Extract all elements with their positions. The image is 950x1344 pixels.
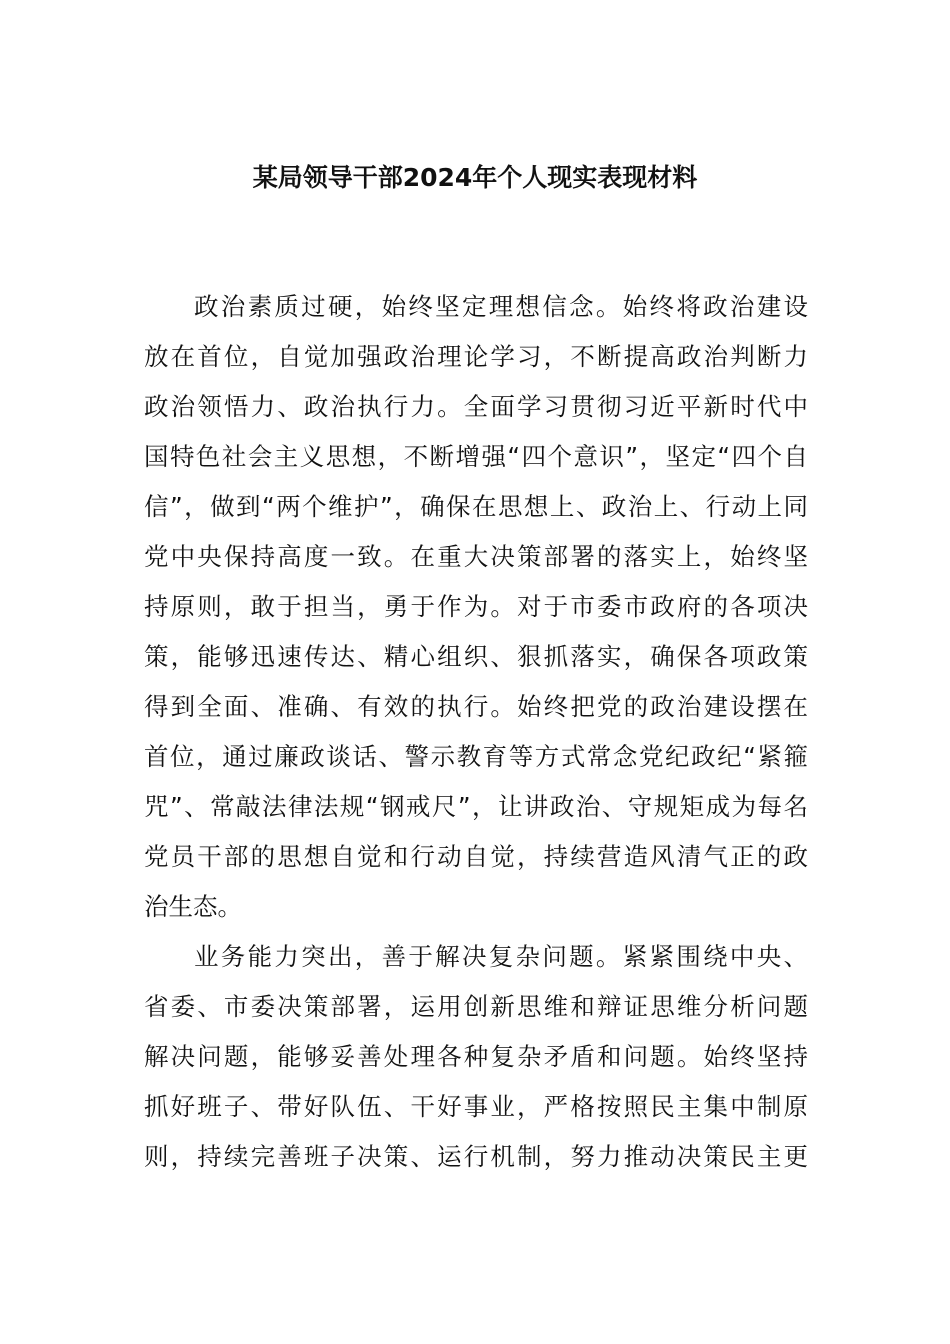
- text-line: 咒”、常敲法律法规“钢戒尺”，让讲政治、守规矩成为每名: [144, 792, 808, 821]
- text-line: 政治素质过硬，始终坚定理想信念。始终将政治建设: [194, 292, 808, 321]
- text-line: 解决问题，能够妥善处理各种复杂矛盾和问题。始终坚持: [144, 1042, 808, 1071]
- text-line: 业务能力突出，善于解决复杂问题。紧紧围绕中央、: [194, 942, 808, 971]
- text-line: 策，能够迅速传达、精心组织、狠抓落实，确保各项政策: [144, 642, 808, 671]
- text-line: 政治领悟力、政治执行力。全面学习贯彻习近平新时代中: [144, 392, 808, 421]
- document-title: 某局领导干部2024年个人现实表现材料: [252, 163, 698, 192]
- text-line: 放在首位，自觉加强政治理论学习，不断提高政治判断力: [144, 342, 808, 371]
- text-line: 持原则，敢于担当，勇于作为。对于市委市政府的各项决: [144, 592, 808, 621]
- text-line: 则，持续完善班子决策、运行机制，努力推动决策民主更: [144, 1142, 808, 1171]
- text-line: 国特色社会主义思想，不断增强“四个意识”，坚定“四个自: [144, 442, 808, 471]
- text-line: 得到全面、准确、有效的执行。始终把党的政治建设摆在: [144, 692, 808, 721]
- text-line: 抓好班子、带好队伍、干好事业，严格按照民主集中制原: [144, 1092, 808, 1121]
- paragraph-business-ability: [144, 932, 808, 1182]
- paragraph-political-quality: [144, 282, 808, 932]
- text-line: 省委、市委决策部署，运用创新思维和辩证思维分析问题: [144, 992, 808, 1021]
- text-line: 党员干部的思想自觉和行动自觉，持续营造风清气正的政: [144, 842, 808, 871]
- document-body: [144, 282, 808, 1182]
- text-line: 信”，做到“两个维护”，确保在思想上、政治上、行动上同: [144, 492, 808, 521]
- text-line: 党中央保持高度一致。在重大决策部署的落实上，始终坚: [144, 542, 808, 571]
- text-line: 治生态。: [144, 892, 242, 921]
- text-line: 首位，通过廉政谈话、警示教育等方式常念党纪政纪“紧箍: [144, 742, 808, 771]
